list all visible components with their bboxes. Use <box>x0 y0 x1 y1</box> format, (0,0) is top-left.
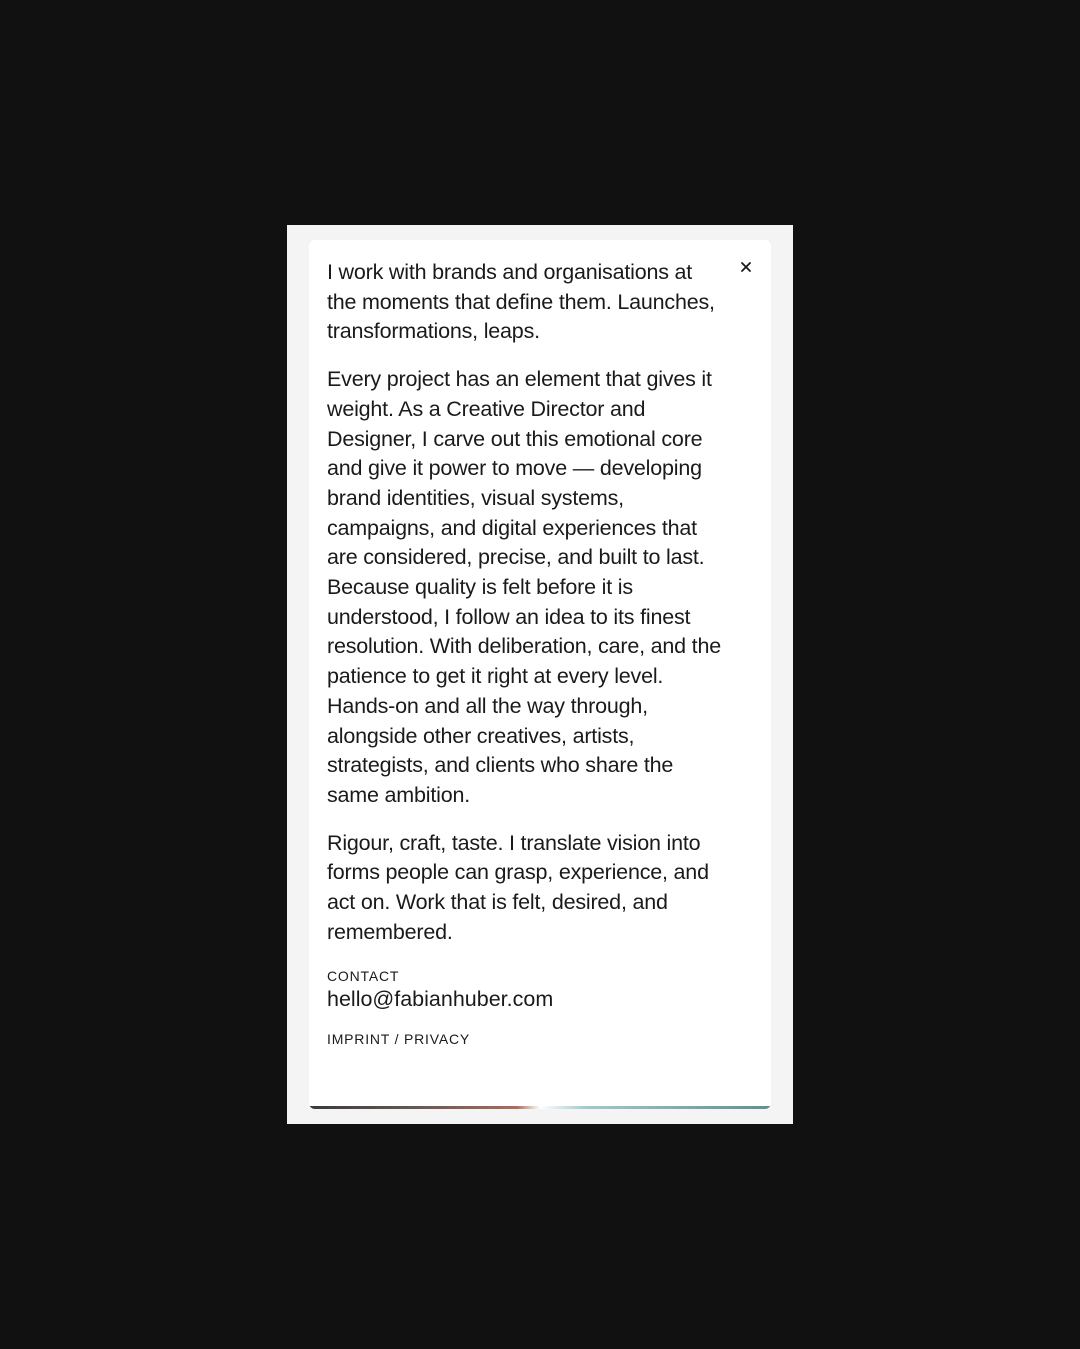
about-paragraph-3: Rigour, craft, taste. I translate vision into forms people can grasp, experience, and act on. Work that is felt, desired, and remembered. <box>327 830 709 944</box>
about-paragraph-2: Every project has an element that gives it weight. As a Creative Director and Designer, I carve out this emotional core and give it power to move — developing brand identities, visual systems, campaigns, and digital experiences that are considered, precise, and built to last. Because quality is felt before it is understood, I follow an idea to its finest resolution. With deliberation, care, and the patience to get it right at every level. Hands-on and all the way through, alongside other creatives, artists, strategists, and clients who share the same ambition. <box>327 367 721 807</box>
about-paragraph-1: I work with brands and organisations at the moments that define them. Launches, transformations, leaps. <box>327 260 715 344</box>
footer-links <box>327 1030 727 1048</box>
contact-email-link[interactable]: hello@fabianhuber.com <box>327 987 554 1012</box>
about-panel <box>309 240 771 1109</box>
privacy-link[interactable]: PRIVACY <box>403 1031 471 1048</box>
footer-separator: / <box>389 1031 404 1048</box>
about-content <box>327 258 727 1048</box>
card-bottom-strip <box>309 1106 771 1109</box>
close-button[interactable] <box>739 260 753 274</box>
contact-label: CONTACT <box>327 968 400 985</box>
phone-screen <box>287 225 793 1124</box>
imprint-link[interactable]: IMPRINT <box>327 1031 390 1048</box>
close-icon <box>739 260 753 274</box>
